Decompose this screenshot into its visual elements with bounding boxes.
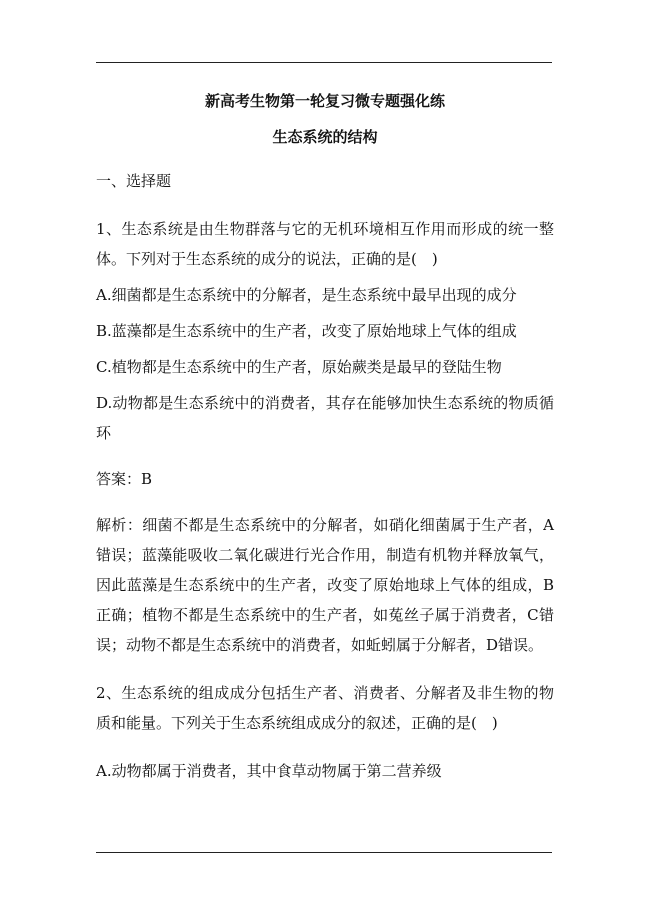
document-title: 新高考生物第一轮复习微专题强化练: [204, 92, 445, 110]
section-heading: 一、选择题: [96, 172, 172, 190]
question-1-option-d: D.动物都是生态系统中的消费者，其存在能够加快生态系统的物质循环: [96, 394, 554, 442]
footer-rule: [96, 852, 552, 853]
question-1-option-b: B.蓝藻都是生态系统中的生产者，改变了原始地球上气体的组成: [96, 322, 517, 340]
document-body: [96, 86, 554, 786]
question-1-option-a: A.细菌都是生态系统中的分解者，是生态系统中最早出现的成分: [96, 286, 517, 304]
question-2-option-a: A.动物都属于消费者，其中食草动物属于第二营养级: [96, 762, 442, 780]
question-2-stem: 2、生态系统的组成成分包括生产者、消费者、分解者及非生物的物质和能量。下列关于生态系统组成成分的叙述，正确的是( ): [96, 684, 554, 732]
question-1-analysis: 解析：细菌不都是生态系统中的分解者，如硝化细菌属于生产者，A错误；蓝藻能吸收二氧化碳进行光合作用，制造有机物并释放氧气，因此蓝藻是生态系统中的生产者，改变了原始地球上气体的组成，B正确；植物不都是生态系统中的生产者，如菟丝子属于消费者，C错误；动物不都是生态系统中的消费者，如蚯蚓属于分解者，D错误。: [96, 516, 554, 654]
question-1-answer: 答案：B: [96, 470, 153, 488]
question-1-option-c: C.植物都是生态系统中的生产者，原始蕨类是最早的登陆生物: [96, 358, 502, 376]
question-1-stem: 1、生态系统是由生物群落与它的无机环境相互作用而形成的统一整体。下列对于生态系统的成分的说法，正确的是( ): [96, 220, 554, 268]
header-rule: [96, 62, 552, 63]
document-subtitle: 生态系统的结构: [272, 128, 378, 146]
